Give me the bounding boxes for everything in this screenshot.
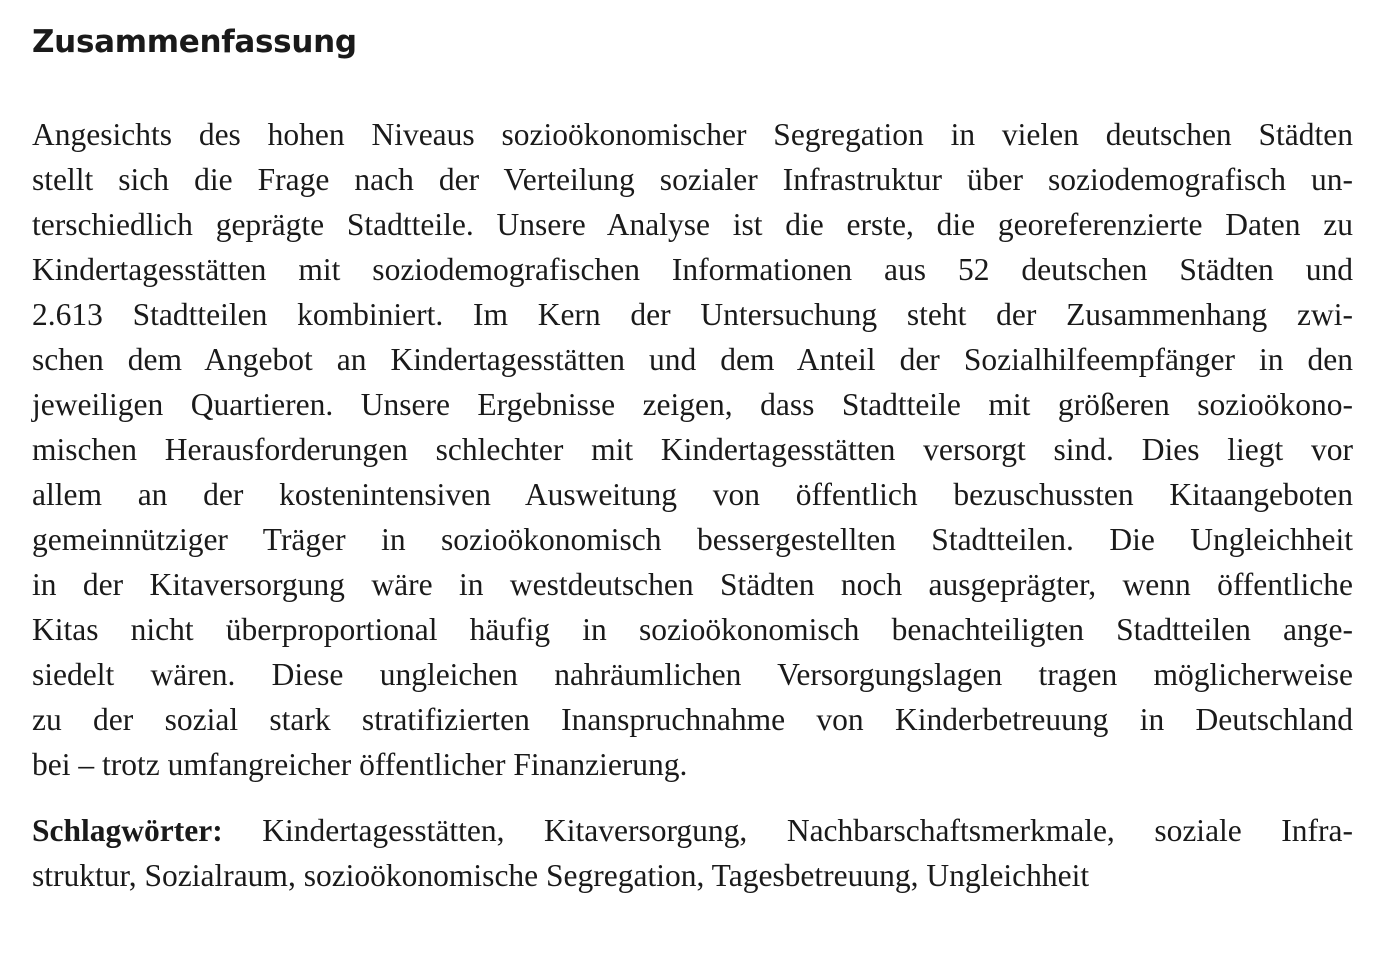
abstract-line: 2.613 Stadtteilen kombiniert. Im Kern der Untersuchung steht der Zusammenhang zwi- — [32, 297, 1353, 332]
abstract-paragraph — [32, 112, 1353, 787]
abstract-line: in der Kitaversorgung wäre in westdeutschen Städten noch ausgeprägter, wenn öffentliche — [32, 567, 1353, 602]
abstract-line: Kitas nicht überproportional häufig in sozioökonomisch benachteiligten Stadtteilen ange- — [32, 612, 1353, 647]
abstract-line: stellt sich die Frage nach der Verteilung sozialer Infrastruktur über soziodemografisch un- — [32, 162, 1353, 197]
abstract-line: schen dem Angebot an Kindertagesstätten und dem Anteil der Sozialhilfeempfänger in den — [32, 342, 1353, 377]
abstract-line: Angesichts des hohen Niveaus sozioökonomischer Segregation in vielen deutschen Städten — [32, 117, 1353, 152]
keywords-line: struktur, Sozialraum, sozioökonomische Segregation, Tagesbetreuung, Ungleichheit — [32, 858, 1090, 893]
abstract-line: bei – trotz umfangreicher öffentlicher Finanzierung. — [32, 747, 688, 782]
keywords-paragraph — [32, 808, 1353, 898]
abstract-line: mischen Herausforderungen schlechter mit Kindertagesstätten versorgt sind. Dies liegt vor — [32, 432, 1353, 467]
abstract-line: gemeinnütziger Träger in sozioökonomisch bessergestellten Stadtteilen. Die Ungleichheit — [32, 522, 1353, 557]
keywords-line — [32, 808, 1353, 853]
abstract-page — [32, 22, 1353, 898]
abstract-line: jeweiligen Quartieren. Unsere Ergebnisse zeigen, dass Stadtteile mit größeren sozioökono- — [32, 387, 1353, 422]
section-heading: Zusammenfassung — [32, 24, 357, 60]
abstract-line: zu der sozial stark stratifizierten Inanspruchnahme von Kinderbetreuung in Deutschland — [32, 702, 1353, 737]
abstract-line: terschiedlich geprägte Stadtteile. Unsere Analyse ist die erste, die georeferenzierte Daten zu — [32, 207, 1353, 242]
keywords-list-part1: Kindertagesstätten, Kitaversorgung, Nachbarschaftsmerkmale, soziale Infra- — [222, 813, 1353, 848]
abstract-line: allem an der kostenintensiven Ausweitung von öffentlich bezuschussten Kitaangeboten — [32, 477, 1353, 512]
abstract-line: Kindertagesstätten mit soziodemografischen Informationen aus 52 deutschen Städten und — [32, 252, 1353, 287]
keywords-label: Schlagwörter: — [32, 813, 223, 848]
abstract-line: siedelt wären. Diese ungleichen nahräumlichen Versorgungslagen tragen möglicherweise — [32, 657, 1353, 692]
